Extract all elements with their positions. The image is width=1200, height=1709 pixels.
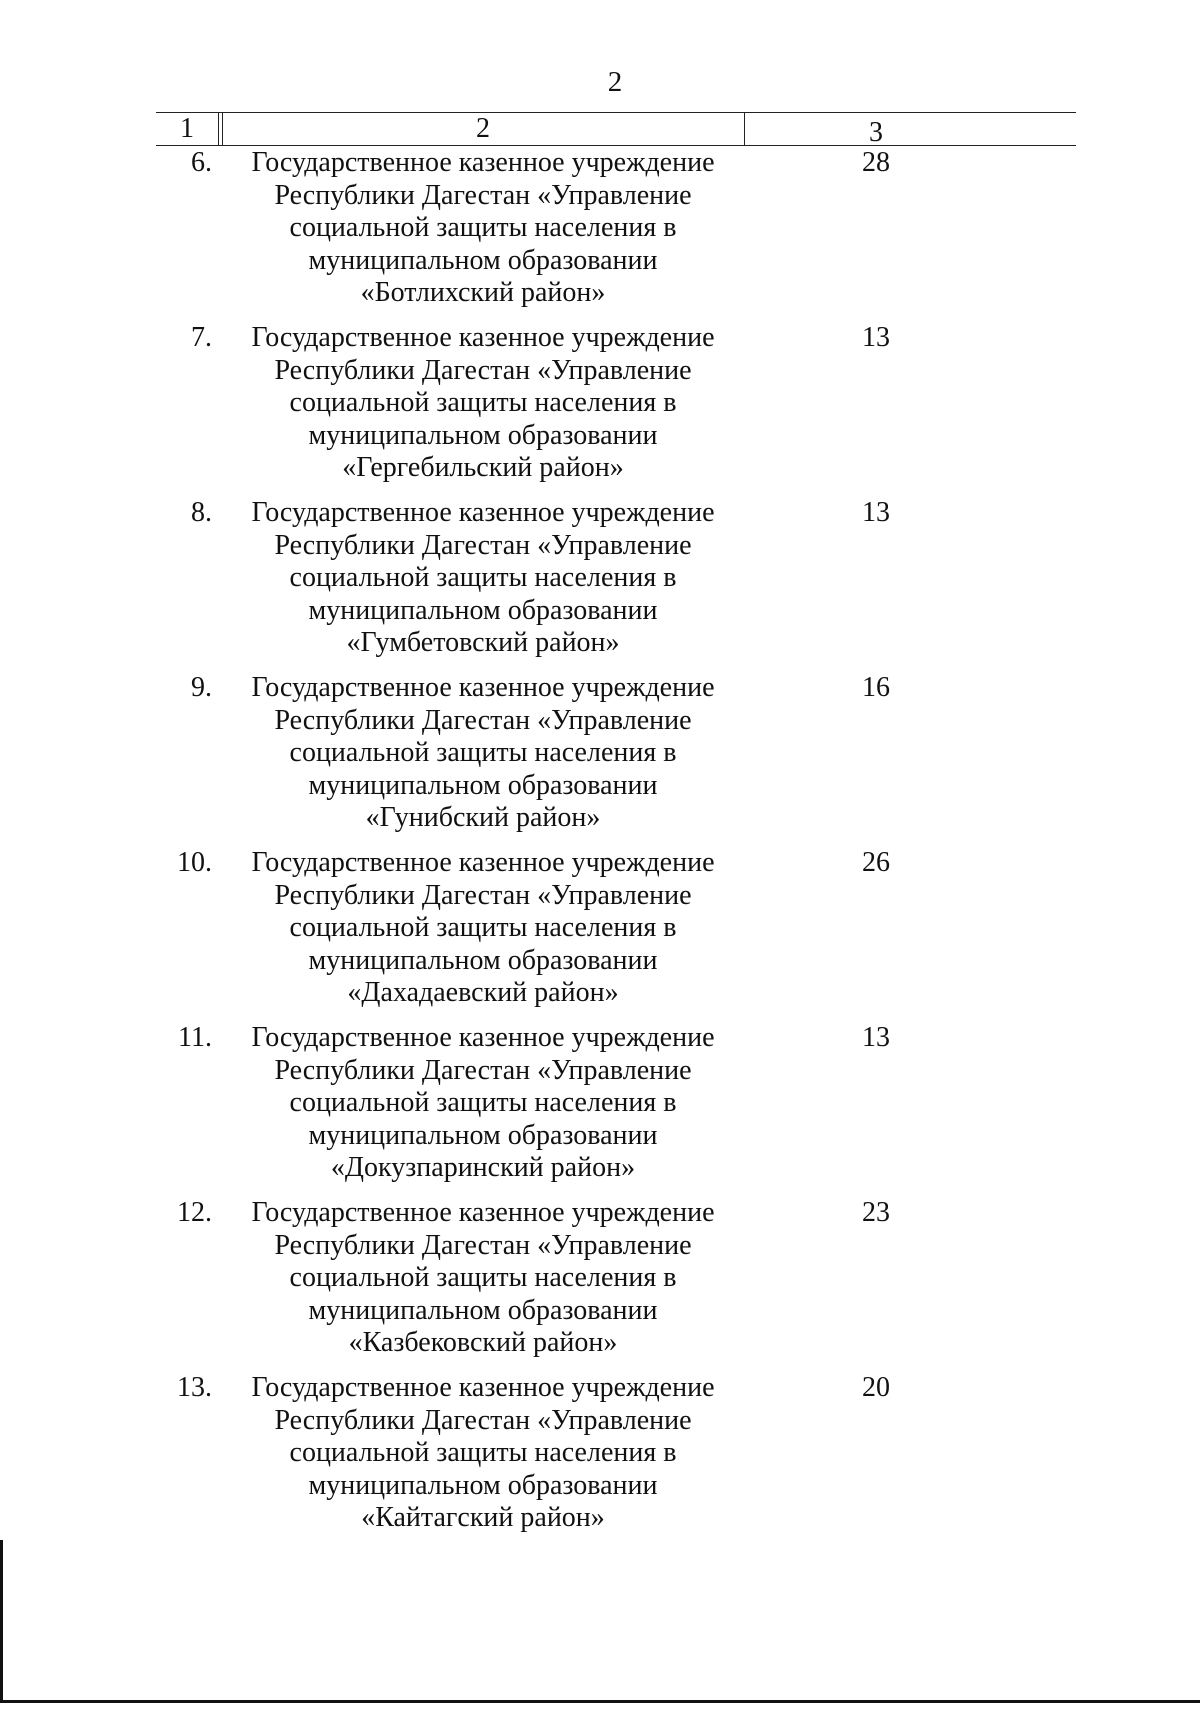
institution-name bbox=[222, 497, 744, 660]
table-header bbox=[156, 112, 1076, 146]
name-line: муниципальном образовании bbox=[308, 1119, 658, 1151]
row-number: 10. bbox=[177, 847, 212, 878]
name-line: Государственное казенное учреждение bbox=[251, 1372, 715, 1403]
table-row bbox=[156, 497, 1076, 672]
name-line: муниципальном образовании bbox=[308, 594, 658, 626]
table-row bbox=[156, 1372, 1076, 1547]
table-row bbox=[156, 847, 1076, 1022]
institution-name bbox=[222, 1022, 744, 1185]
row-number: 12. bbox=[177, 1197, 212, 1228]
name-line: «Ботлихский район» bbox=[360, 277, 606, 308]
row-quantity: 28 bbox=[862, 147, 890, 178]
name-line: муниципальном образовании bbox=[308, 769, 658, 801]
name-line: Государственное казенное учреждение bbox=[251, 847, 715, 878]
table-row bbox=[156, 1022, 1076, 1197]
scan-edge-left bbox=[0, 1540, 3, 1700]
header-cell-1: 1 bbox=[180, 113, 194, 144]
header-top-border bbox=[156, 112, 1076, 113]
table-row bbox=[156, 147, 1076, 322]
name-line: муниципальном образовании bbox=[308, 244, 658, 276]
name-line: Государственное казенное учреждение bbox=[251, 1197, 715, 1228]
name-line: «Дахадаевский район» bbox=[347, 977, 619, 1008]
table-row bbox=[156, 1197, 1076, 1372]
name-line: социальной защиты населения в bbox=[289, 912, 677, 943]
name-line: социальной защиты населения в bbox=[289, 737, 677, 768]
name-line: Государственное казенное учреждение bbox=[251, 497, 715, 528]
name-line: муниципальном образовании bbox=[308, 944, 658, 976]
name-line: социальной защиты населения в bbox=[289, 1437, 677, 1468]
name-line: Республики Дагестан «Управление bbox=[274, 879, 692, 911]
name-line: социальной защиты населения в bbox=[289, 562, 677, 593]
name-line: Республики Дагестан «Управление bbox=[274, 1229, 692, 1261]
name-line: «Казбековский район» bbox=[348, 1327, 618, 1358]
row-number: 13. bbox=[177, 1372, 212, 1403]
name-line: социальной защиты населения в bbox=[289, 212, 677, 243]
institution-name bbox=[222, 322, 744, 485]
name-line: Республики Дагестан «Управление bbox=[274, 704, 692, 736]
name-line: муниципальном образовании bbox=[308, 1294, 658, 1326]
name-line: «Гергебильский район» bbox=[342, 452, 624, 483]
name-line: «Гумбетовский район» bbox=[346, 627, 620, 658]
name-line: «Докузпаринский район» bbox=[330, 1152, 636, 1183]
institution-name bbox=[222, 672, 744, 835]
header-cell-3: 3 bbox=[869, 117, 883, 148]
name-line: социальной защиты населения в bbox=[289, 1262, 677, 1293]
name-line: Республики Дагестан «Управление bbox=[274, 354, 692, 386]
row-number: 6. bbox=[191, 147, 212, 178]
institution-name bbox=[222, 1197, 744, 1360]
institution-name bbox=[222, 147, 744, 310]
row-quantity: 23 bbox=[862, 1197, 890, 1228]
name-line: Государственное казенное учреждение bbox=[251, 1022, 715, 1053]
name-line: Республики Дагестан «Управление bbox=[274, 1404, 692, 1436]
table-body bbox=[156, 147, 1076, 1547]
row-number: 9. bbox=[191, 672, 212, 703]
table-row bbox=[156, 322, 1076, 497]
header-cell-2: 2 bbox=[476, 113, 490, 144]
name-line: муниципальном образовании bbox=[308, 419, 658, 451]
row-quantity: 26 bbox=[862, 847, 890, 878]
row-quantity: 16 bbox=[862, 672, 890, 703]
name-line: Республики Дагестан «Управление bbox=[274, 1054, 692, 1086]
row-quantity: 20 bbox=[862, 1372, 890, 1403]
name-line: социальной защиты населения в bbox=[289, 387, 677, 418]
row-quantity: 13 bbox=[862, 322, 890, 353]
name-line: Государственное казенное учреждение bbox=[251, 147, 715, 178]
name-line: Государственное казенное учреждение bbox=[251, 672, 715, 703]
institution-name bbox=[222, 1372, 744, 1535]
page-number: 2 bbox=[607, 66, 623, 98]
institution-name bbox=[222, 847, 744, 1010]
row-number: 8. bbox=[191, 497, 212, 528]
name-line: социальной защиты населения в bbox=[289, 1087, 677, 1118]
row-quantity: 13 bbox=[862, 1022, 890, 1053]
name-line: муниципальном образовании bbox=[308, 1469, 658, 1501]
row-number: 7. bbox=[191, 322, 212, 353]
name-line: Государственное казенное учреждение bbox=[251, 322, 715, 353]
name-line: «Кайтагский район» bbox=[361, 1502, 605, 1533]
table-row bbox=[156, 672, 1076, 847]
scan-edge-bottom bbox=[0, 1700, 1200, 1703]
name-line: «Гунибский район» bbox=[365, 802, 601, 833]
row-number: 11. bbox=[178, 1022, 212, 1053]
row-quantity: 13 bbox=[862, 497, 890, 528]
name-line: Республики Дагестан «Управление bbox=[274, 179, 692, 211]
header-divider bbox=[218, 112, 219, 146]
name-line: Республики Дагестан «Управление bbox=[274, 529, 692, 561]
